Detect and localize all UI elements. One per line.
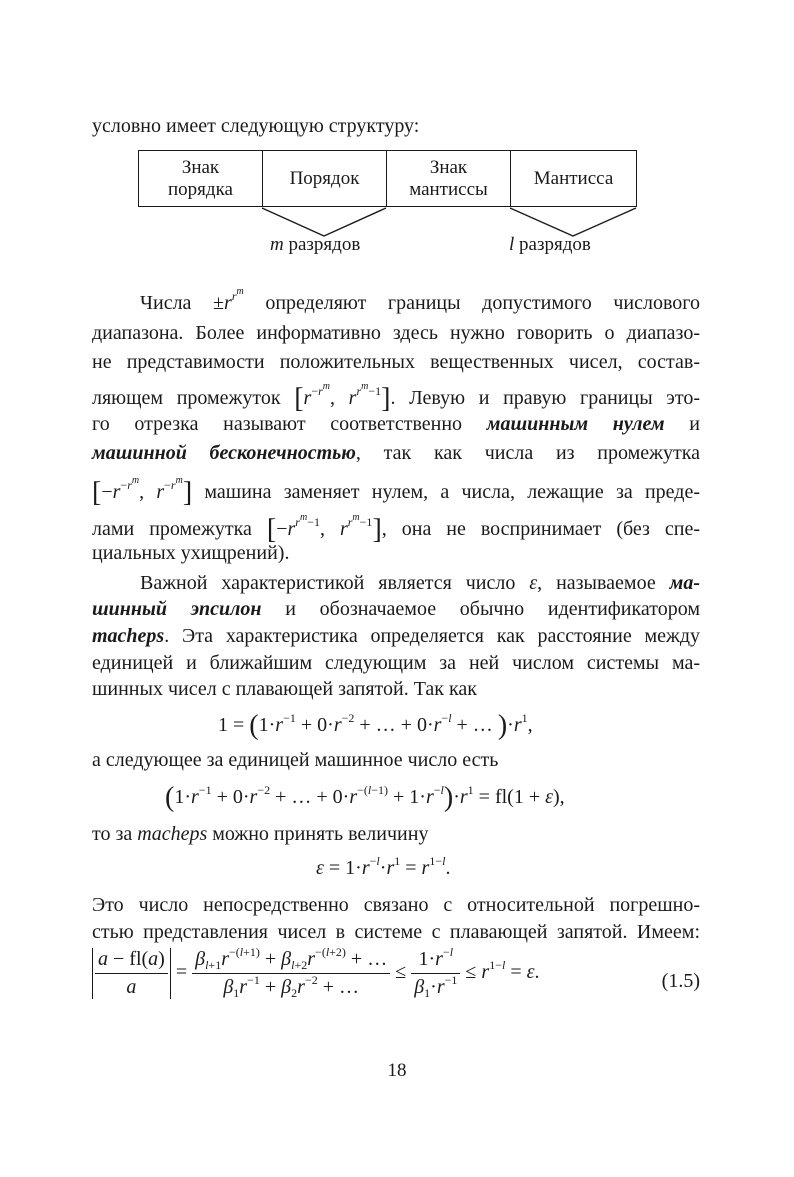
p1-line-1: Числа $\pm r^{r^m}$ определяют границы допустимого числового xyxy=(140,286,700,314)
p2-line-1: Важной характеристикой является число ε, называемое ма- xyxy=(140,572,700,594)
p2-line-7: то за macheps можно принять величину xyxy=(92,823,429,845)
l-digits-label: l разрядов xyxy=(509,234,591,255)
p2-line-6: а следующее за единицей машинное число есть xyxy=(92,749,499,771)
p3-line-2: стью представления чисел в системе с плавающей запятой. Имеем: xyxy=(92,921,700,943)
p1-line-7: [$-r^{-r^m}$, $r^{-r^m}$] машина заменяет нулем, а числа, лежащие за преде- xyxy=(92,475,701,508)
p1-line-8: лами промежутка [$-r^{r^m-1}$, $r^{r^m-1}$], она не воспринимает (без спе- xyxy=(92,512,701,545)
formula-1-5: $\frac{a - fl(a)}{a}$ = $\frac{\beta_{l+1}r^{-(l+1)} + \beta_{l+2}r^{-(l+2)} + \dots}{\beta_1r^{-1} + \beta_2r^{-2} + \dots}$ ≤ $\frac{1\cdot r^{-l}}{\beta_1\cdot r^{-1}}$ ≤ $r^{1-l} = \varepsilon$. (1.5) xyxy=(92,948,700,999)
intro-line: условно имеет следующую структуру: xyxy=(92,115,420,137)
brace-lines xyxy=(0,206,794,246)
formula-next-number: ($1\cdot r^{-1} + 0\cdot r^{-2}$ + … + $0\cdot r^{-(l-1)} + 1\cdot r^{-l})\cdot r^1 = fl(1 + \varepsilon)$, xyxy=(165,782,565,813)
p2-line-2: шинный эпсилон и обозначаемое обычно идентификатором xyxy=(92,598,700,620)
formula-one: $1 = (1\cdot r^{-1} + 0\cdot r^{-2}$ + … + $0\cdot r^{-l}$ + … )$\cdot r^1$, xyxy=(218,710,533,741)
p1-line-3: не представимости положительных вещественных чисел, состав- xyxy=(92,351,700,373)
equation-number: (1.5) xyxy=(661,970,700,992)
p1-line-5: го отрезка называют соответственно машинным нулем и xyxy=(92,413,701,435)
p2-line-5: шинных чисел с плавающей запятой. Так как xyxy=(92,678,478,700)
p1-line-2: диапазона. Более информативно здесь нужно говорить о диапазо- xyxy=(92,322,700,344)
cell-mantissa-sign: Знак мантиссы xyxy=(386,150,511,207)
cell-mantissa: Мантисса xyxy=(510,150,637,207)
page-number: 18 xyxy=(387,1060,407,1081)
p2-line-4: единицей и ближайшим следующим за ней числом системы ма- xyxy=(92,652,700,674)
cell-exponent-sign: Знак порядка xyxy=(138,150,263,207)
p1-line-4: ляющем промежуток [$r^{-r^m}$, $r^{r^m-1}$]. Левую и правую границы это- xyxy=(92,381,700,414)
m-digits-label: m разрядов xyxy=(270,234,361,255)
p1-line-9: циальных ухищрений). xyxy=(92,542,290,564)
cell-exponent: Порядок xyxy=(262,150,387,207)
p3-line-1: Это число непосредственно связано с относительной погрешно- xyxy=(92,894,700,916)
p2-line-3: macheps. Эта характеристика определяется как расстояние между xyxy=(92,625,700,647)
p1-line-6: машинной бесконечностью, так как числа из промежутка xyxy=(92,442,701,464)
formula-epsilon: $\varepsilon = 1\cdot r^{-l}\cdot r^1 = r^{1-l}$. xyxy=(316,854,451,879)
